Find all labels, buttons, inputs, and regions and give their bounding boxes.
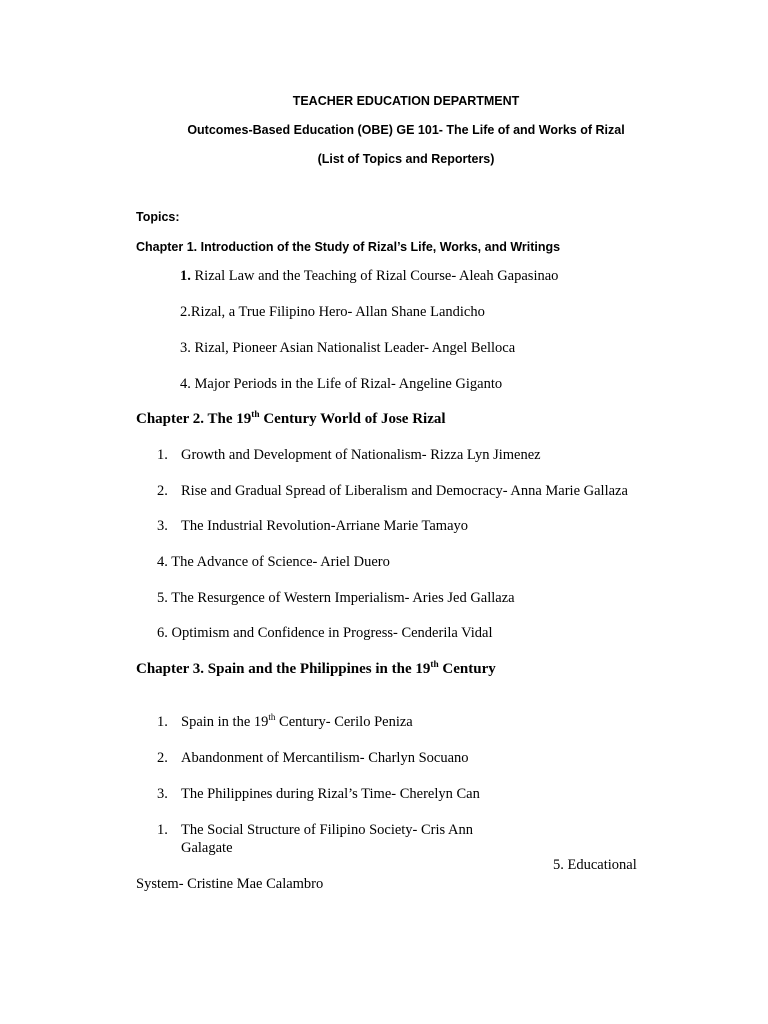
chapter-2-item-1 (157, 447, 541, 464)
chapter-title-text: Chapter 2. The 19 (136, 411, 252, 427)
chapter-1-item-2: 2.Rizal, a True Filipino Hero- Allan Shane Landicho (180, 304, 485, 320)
chapter-title-text: Century World of Jose Rizal (259, 411, 446, 427)
chapter-2-item-2 (157, 483, 628, 500)
chapter-3-item-3 (157, 786, 480, 803)
item-number: 1. (157, 822, 168, 838)
chapter-3-item-4-continuation: Galagate (181, 840, 233, 856)
item-number: 3. (157, 786, 168, 802)
superscript: th (251, 410, 260, 420)
chapter-3-title (136, 661, 496, 678)
item-number: 2. (157, 483, 168, 499)
item-number: 2. (157, 750, 168, 766)
chapter-3-item-2 (157, 750, 469, 767)
item-text: Rizal Law and the Teaching of Rizal Course- Aleah Gapasinao (190, 268, 559, 284)
course-title: Outcomes-Based Education (OBE) GE 101- The Life of and Works of Rizal (187, 123, 625, 137)
item-text: The Industrial Revolution-Arriane Marie Tamayo (181, 518, 469, 534)
chapter-2-item-4: 4. The Advance of Science- Ariel Duero (157, 554, 390, 570)
topics-label: Topics: (136, 210, 180, 224)
chapter-title-text: Chapter 3. Spain and the Philippines in the 19 (136, 661, 431, 677)
item-text: Growth and Development of Nationalism- Rizza Lyn Jimenez (181, 447, 541, 463)
item-number: 1. (157, 447, 168, 463)
chapter-1-title: Chapter 1. Introduction of the Study of Rizal’s Life, Works, and Writings (136, 240, 561, 254)
chapter-1-item-1 (180, 268, 558, 285)
item-number: 1. (180, 268, 191, 284)
item-number: 3. (157, 518, 168, 534)
item-text: The Philippines during Rizal’s Time- Cherelyn Can (181, 786, 480, 802)
chapter-3-item-5-end: System- Cristine Mae Calambro (136, 876, 324, 892)
chapter-2-item-5: 5. The Resurgence of Western Imperialism- Aries Jed Gallaza (157, 590, 515, 606)
chapter-3-item-4 (157, 822, 473, 839)
chapter-2-item-3 (157, 518, 468, 535)
chapter-2-title (136, 411, 446, 428)
superscript: th (430, 660, 439, 670)
chapter-1-item-3: 3. Rizal, Pioneer Asian Nationalist Leader- Angel Belloca (180, 340, 516, 356)
chapter-title-text: Century (438, 661, 496, 677)
document-subtitle: (List of Topics and Reporters) (317, 152, 495, 166)
department-title: TEACHER EDUCATION DEPARTMENT (292, 94, 520, 108)
chapter-3-item-5-start: 5. Educational (553, 857, 637, 873)
item-text: The Social Structure of Filipino Society- Cris Ann (181, 822, 473, 838)
superscript: th (268, 712, 276, 723)
item-text: Rise and Gradual Spread of Liberalism and Democracy- Anna Marie Gallaza (181, 483, 628, 499)
chapter-2-item-6: 6. Optimism and Confidence in Progress- Cenderila Vidal (157, 625, 493, 641)
item-number: 1. (157, 714, 168, 730)
item-text: Century- Cerilo Peniza (275, 714, 413, 730)
item-text: Abandonment of Mercantilism- Charlyn Socuano (181, 750, 469, 766)
chapter-3-item-1 (157, 714, 413, 731)
chapter-1-item-4: 4. Major Periods in the Life of Rizal- Angeline Giganto (180, 376, 503, 392)
item-text: Spain in the 19 (181, 714, 269, 730)
